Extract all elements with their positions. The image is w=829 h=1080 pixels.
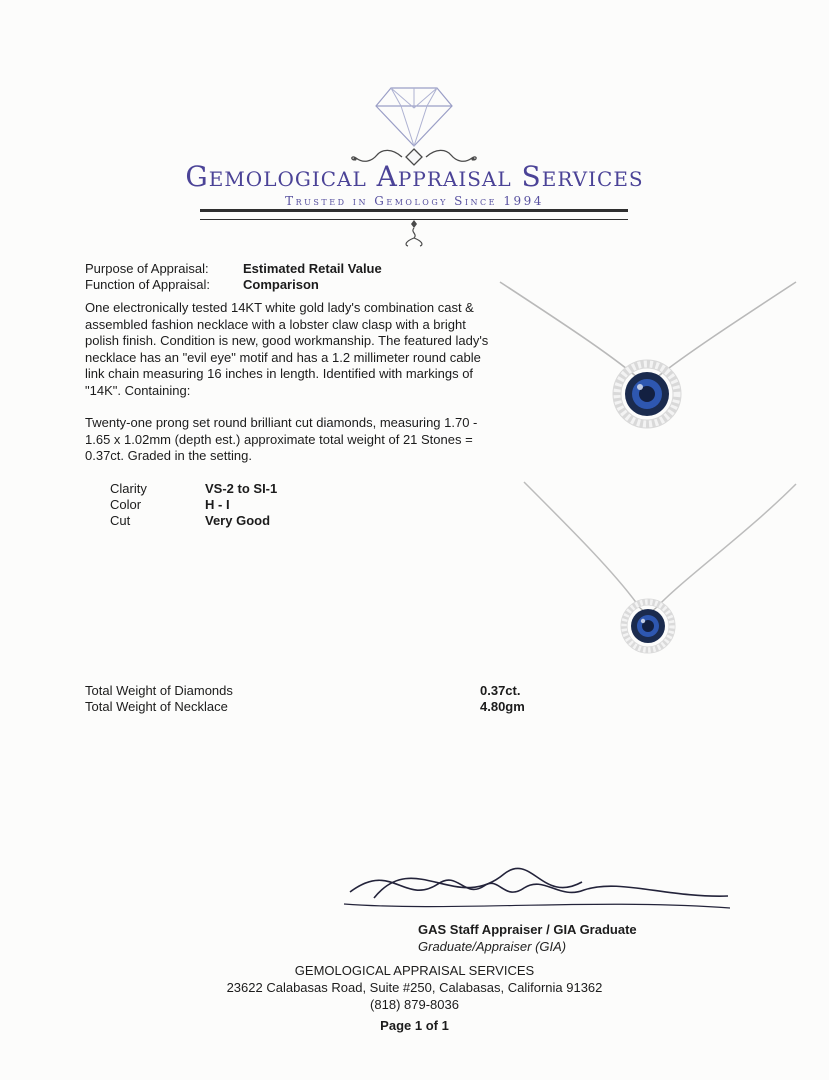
color-value: H - I [205,497,230,512]
appraiser-title: Graduate/Appraiser (GIA) [418,939,567,954]
clarity-label: Clarity [110,481,147,496]
grading-table [110,481,277,529]
appraiser-signature [332,852,737,920]
item-description: One electronically tested 14KT white gold lady's combination cast & assembled fashion necklace with a lobster claw clasp with a bright polish finish. Condition is new, good workmanship. The featured lady's necklace has an "evil eye" motif and has a 1.2 millimeter round cable link chain measuring 16 inches in length. Identified with markings of "14K". Containing: [85,300,489,398]
total-diamonds-value: 0.37ct. [480,683,521,698]
appraiser-name: GAS Staff Appraiser / GIA Graduate [418,922,637,937]
page-number: Page 1 of 1 [380,1018,449,1033]
total-necklace-value: 4.80gm [480,699,525,714]
footer-address: 23622 Calabasas Road, Suite #250, Calabasas, California 91362 [226,980,603,995]
color-label: Color [110,497,142,512]
grading-row [110,497,277,513]
purpose-label: Purpose of Appraisal: [85,261,209,276]
cut-label: Cut [110,513,131,528]
rule-ornament-icon [394,219,434,247]
total-necklace-row [85,699,565,715]
necklace-photo-top [498,280,798,440]
page-subtitle: Trusted in Gemology Since 1994 [285,194,544,208]
diamond-description: Twenty-one prong set round brilliant cut diamonds, measuring 1.70 - 1.65 x 1.02mm (depth est.) approximate total weight of 21 Stones = 0.37ct. Graded in the setting. [85,415,478,463]
appraisal-meta [85,261,505,293]
total-diamonds-row [85,683,565,699]
diamond-logo-icon [368,80,460,150]
totals-table [85,683,565,715]
purpose-value: Estimated Retail Value [243,261,382,276]
clarity-value: VS-2 to SI-1 [205,481,278,496]
page-title: Gemological Appraisal Services [185,160,644,193]
function-row [85,277,505,293]
grading-row [110,513,277,529]
purpose-row [85,261,505,277]
footer-company: GEMOLOGICAL APPRAISAL SERVICES [294,963,535,978]
footer-phone: (818) 879-8036 [370,997,459,1012]
necklace-photo-bottom [520,478,800,666]
function-label: Function of Appraisal: [85,277,211,292]
grading-row [110,481,277,497]
cut-value: Very Good [205,513,271,528]
total-necklace-label: Total Weight of Necklace [85,699,228,714]
function-value: Comparison [243,277,319,292]
total-diamonds-label: Total Weight of Diamonds [85,683,233,698]
